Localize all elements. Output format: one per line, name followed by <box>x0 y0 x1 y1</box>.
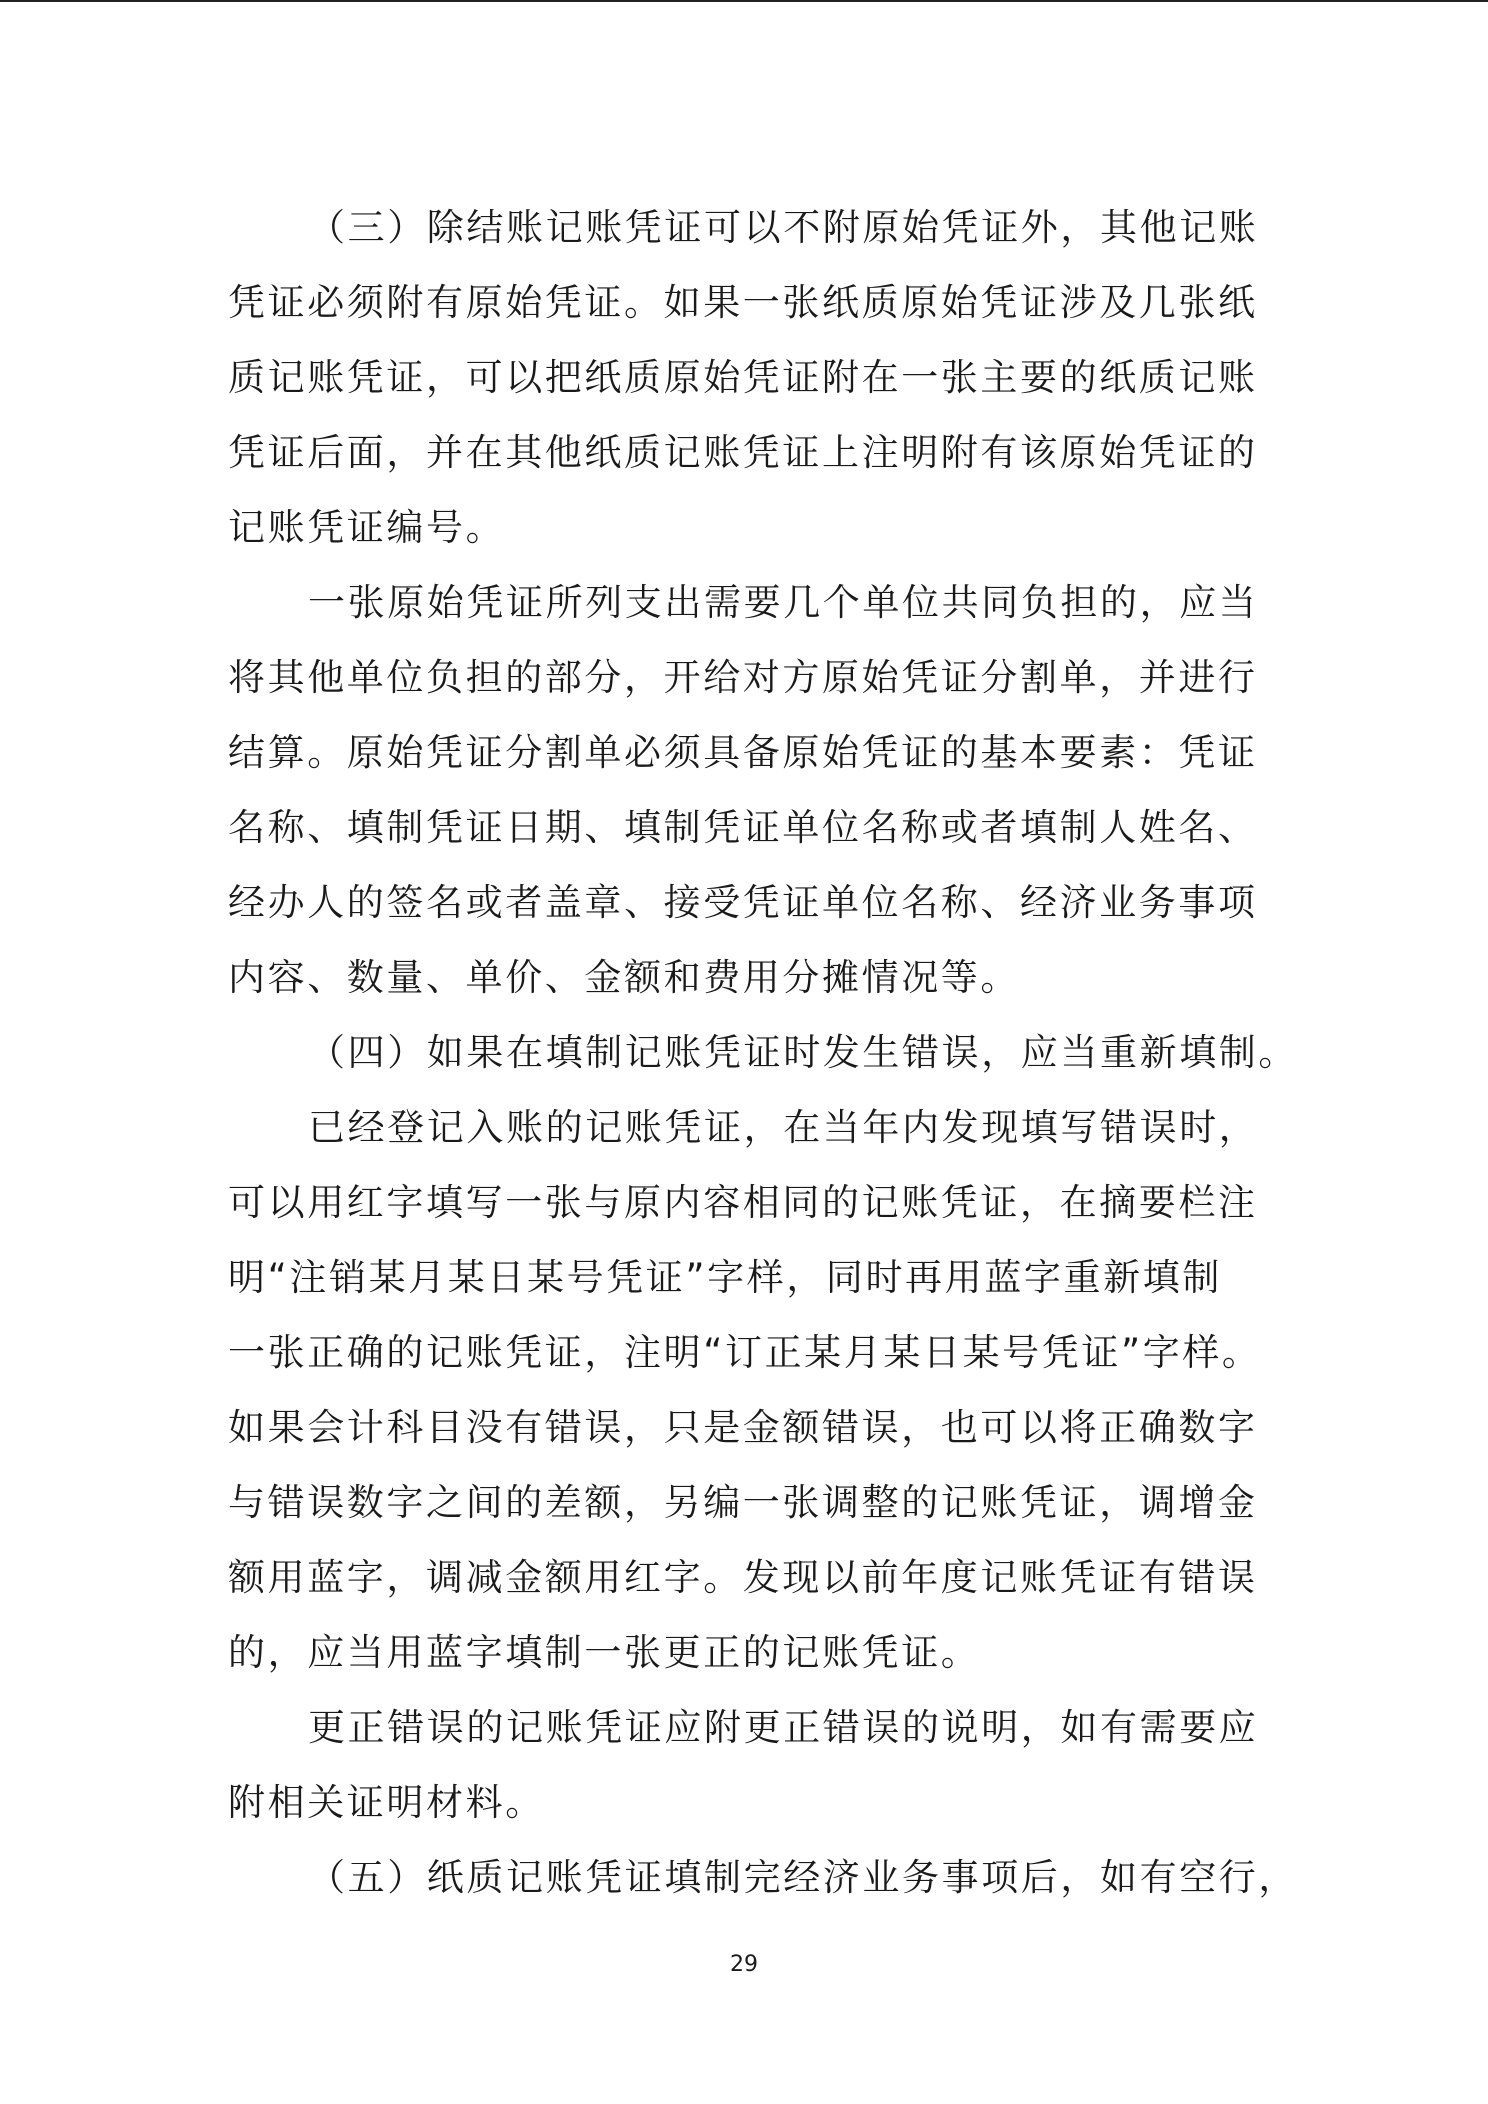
text-line: 记账凭证编号。 <box>228 506 506 549</box>
text-line: 明“注销某月某日某号凭证”字样，同时再用蓝字重新填制 <box>228 1256 1222 1299</box>
text-line: 更正错误的记账凭证应附更正错误的说明，如有需要应 <box>308 1706 1259 1749</box>
text-line: 凭证必须附有原始凭证。如果一张纸质原始凭证涉及几张纸 <box>228 281 1258 324</box>
page-number: 29 <box>730 1952 758 1977</box>
text-line: （四）如果在填制记账凭证时发生错误，应当重新填制。 <box>308 1031 1298 1074</box>
text-line: 可以用红字填写一张与原内容相同的记账凭证，在摘要栏注 <box>228 1181 1258 1224</box>
text-line: 如果会计科目没有错误，只是金额错误，也可以将正确数字 <box>228 1406 1258 1449</box>
text-line: 与错误数字之间的差额，另编一张调整的记账凭证，调增金 <box>228 1481 1258 1524</box>
text-line: （五）纸质记账凭证填制完经济业务事项后，如有空行， <box>308 1856 1298 1899</box>
text-line: 名称、填制凭证日期、填制凭证单位名称或者填制人姓名、 <box>228 806 1258 849</box>
text-line: 经办人的签名或者盖章、接受凭证单位名称、经济业务事项 <box>228 881 1258 924</box>
text-line: 内容、数量、单价、金额和费用分摊情况等。 <box>228 956 1020 999</box>
text-line: 附相关证明材料。 <box>228 1781 545 1824</box>
text-line: 一张正确的记账凭证，注明“订正某月某日某号凭证”字样。 <box>228 1331 1262 1374</box>
top-border-line <box>0 0 1488 2</box>
text-line: 已经登记入账的记账凭证，在当年内发现填写错误时， <box>308 1106 1259 1149</box>
text-line: 将其他单位负担的部分，开给对方原始凭证分割单，并进行 <box>228 656 1258 699</box>
text-line: 凭证后面，并在其他纸质记账凭证上注明附有该原始凭证的 <box>228 431 1258 474</box>
text-line: 质记账凭证，可以把纸质原始凭证附在一张主要的纸质记账 <box>228 356 1258 399</box>
body-text <box>228 190 1298 1915</box>
text-line: 的，应当用蓝字填制一张更正的记账凭证。 <box>228 1631 981 1674</box>
text-line: （三）除结账记账凭证可以不附原始凭证外，其他记账 <box>308 206 1259 249</box>
text-line: 一张原始凭证所列支出需要几个单位共同负担的，应当 <box>308 581 1259 624</box>
text-line: 额用蓝字，调减金额用红字。发现以前年度记账凭证有错误 <box>228 1556 1258 1599</box>
text-line: 结算。原始凭证分割单必须具备原始凭证的基本要素：凭证 <box>228 731 1258 774</box>
